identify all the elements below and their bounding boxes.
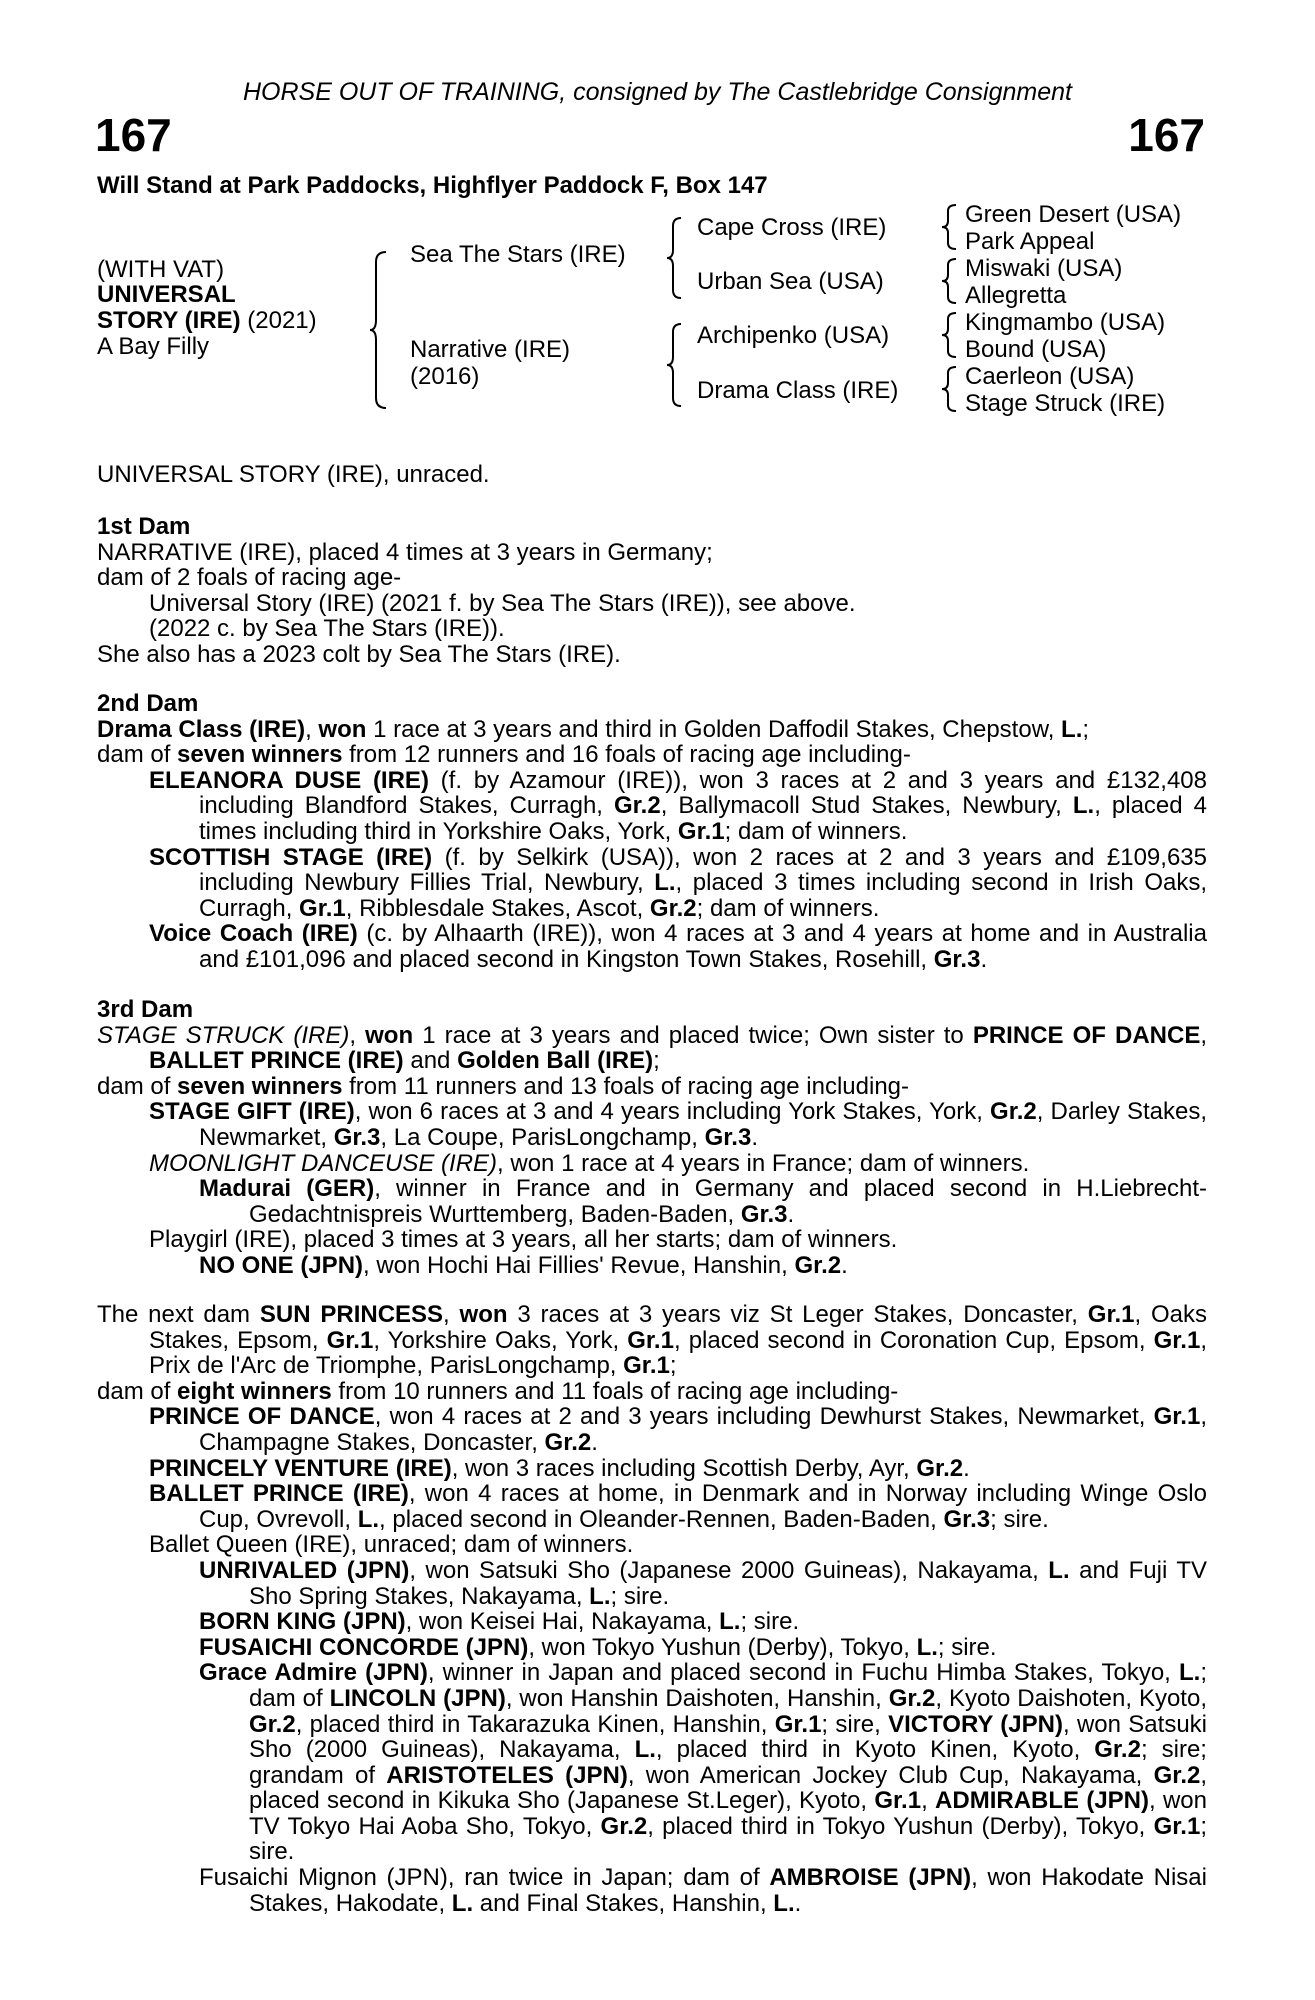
third-dam-grandprogeny-1: Madurai (GER), winner in France and in Germany and placed second in H.Liebrecht-Gedachtnispreis Wurttemberg, Baden-Baden, Gr.3. <box>199 1175 1207 1228</box>
brace-gen1-icon <box>368 250 392 410</box>
gen4-4: Allegretta <box>965 282 1067 309</box>
first-dam-section <box>97 514 1207 668</box>
first-dam-line2: dam of 2 foals of racing age- <box>97 564 402 592</box>
gen4-2: Park Appeal <box>965 228 1095 255</box>
next-dam-grandprogeny-5: Fusaichi Mignon (JPN), ran twice in Japan; dam of AMBROISE (JPN), won Hakodate Nisai Stakes, Hakodate, L. and Final Stakes, Hanshin, L.. <box>199 1864 1207 1917</box>
gen4-5: Kingmambo (USA) <box>965 309 1166 336</box>
vat-label: (WITH VAT) <box>97 256 225 283</box>
catalogue-header: HORSE OUT OF TRAINING, consigned by The Castlebridge Consignment <box>242 78 1073 106</box>
next-dam-dam-of: dam of eight winners from 10 runners and 11 foals of racing age including- <box>97 1377 899 1405</box>
next-dam-progeny-3: BALLET PRINCE (IRE), won 4 races at home, in Denmark and in Norway including Winge Oslo Cup, Ovrevoll, L., placed second in Oleander-Rennen, Baden-Baden, Gr.3; sire. <box>149 1480 1207 1533</box>
third-dam-title: 3rd Dam <box>97 996 194 1023</box>
gen3-2: Urban Sea (USA) <box>697 268 884 295</box>
brace-dam-icon <box>665 322 687 408</box>
first-dam-line3: She also has a 2023 colt by Sea The Stars (IRE). <box>97 640 621 668</box>
first-dam-foal1: Universal Story (IRE) (2021 f. by Sea The Stars (IRE)), see above. <box>149 589 856 617</box>
next-dam-section <box>97 1302 1207 1916</box>
first-dam-title: 1st Dam <box>97 513 191 540</box>
third-dam-progeny-2: MOONLIGHT DANCEUSE (IRE), won 1 race at 4 years in France; dam of winners. <box>149 1149 1030 1177</box>
first-dam-foal2: (2022 c. by Sea The Stars (IRE)). <box>149 615 505 643</box>
second-dam-progeny-3: Voice Coach (IRE) (c. by Alhaarth (IRE)), won 4 races at 3 and 4 years at home and in Australia and £101,096 and placed second in Kingston Town Stakes, Rosehill, Gr.3. <box>149 920 1207 973</box>
intro-line: UNIVERSAL STORY (IRE), unraced. <box>97 461 490 488</box>
third-dam-section <box>97 997 1207 1279</box>
brace-g3-1-icon <box>940 203 962 251</box>
gen4-8: Stage Struck (IRE) <box>965 390 1166 417</box>
second-dam-progeny-2: SCOTTISH STAGE (IRE) (f. by Selkirk (USA)), won 2 races at 2 and 3 years and £109,635 including Newbury Fillies Trial, Newbury, L., placed 3 times including second in Irish Oaks, Curragh, Gr.1, Ribblesdale Stakes, Ascot, Gr.2; dam of winners. <box>149 843 1208 922</box>
second-dam-dam-of: dam of seven winners from 12 runners and 16 foals of racing age including- <box>97 741 911 769</box>
gen4-1: Green Desert (USA) <box>965 201 1182 228</box>
brace-g3-3-icon <box>940 311 962 359</box>
lot-number-right: 167 <box>1128 109 1205 161</box>
stand-location: Will Stand at Park Paddocks, Highflyer Paddock F, Box 147 <box>97 172 768 199</box>
second-dam-intro: Drama Class (IRE), won 1 race at 3 years and third in Golden Daffodil Stakes, Chepstow, L.; <box>97 715 1090 743</box>
second-dam-title: 2nd Dam <box>97 690 199 717</box>
gen3-3: Archipenko (USA) <box>697 322 890 349</box>
horse-name-line2: STORY (IRE) (2021) <box>97 307 317 334</box>
brace-g3-4-icon <box>940 365 962 413</box>
gen3-4: Drama Class (IRE) <box>697 377 899 404</box>
dam-name: Narrative (IRE) <box>410 336 571 363</box>
horse-description: A Bay Filly <box>97 333 210 360</box>
sire-name: Sea The Stars (IRE) <box>410 241 626 268</box>
next-dam-grandprogeny-3: FUSAICHI CONCORDE (JPN), won Tokyo Yushun (Derby), Tokyo, L.; sire. <box>199 1633 997 1661</box>
next-dam-intro: The next dam SUN PRINCESS, won 3 races at 3 years viz St Leger Stakes, Doncaster, Gr.1, Oaks Stakes, Epsom, Gr.1, Yorkshire Oaks, York, Gr.1, placed second in Coronation Cup, Epsom, Gr.1, Prix de l'Arc de Triomphe, ParisLongchamp, Gr.1; <box>97 1301 1207 1380</box>
gen4-7: Caerleon (USA) <box>965 363 1135 390</box>
third-dam-progeny-3: Playgirl (IRE), placed 3 times at 3 years, all her starts; dam of winners. <box>149 1226 898 1254</box>
first-dam-line1: NARRATIVE (IRE), placed 4 times at 3 years in Germany; <box>97 538 713 566</box>
brace-sire-icon <box>665 216 687 300</box>
next-dam-grandprogeny-1: UNRIVALED (JPN), won Satsuki Sho (Japanese 2000 Guineas), Nakayama, L. and Fuji TV Sho Spring Stakes, Nakayama, L.; sire. <box>199 1556 1208 1610</box>
next-dam-progeny-1: PRINCE OF DANCE, won 4 races at 2 and 3 years including Dewhurst Stakes, Newmarket, Gr.1, Champagne Stakes, Doncaster, Gr.2. <box>149 1403 1207 1456</box>
gen3-1: Cape Cross (IRE) <box>697 214 887 241</box>
next-dam-grandprogeny-4: Grace Admire (JPN), winner in Japan and placed second in Fuchu Himba Stakes, Tokyo, L.; dam of LINCOLN (JPN), won Hanshin Daishoten, Hanshin, Gr.2, Kyoto Daishoten, Kyoto, Gr.2, placed third in Takarazuka Kinen, Hanshin, Gr.1; sire, VICTORY (JPN), won Satsuki Sho (2000 Guineas), Nakayama, L., placed third in Kyoto Kinen, Kyoto, Gr.2; sire; grandam of ARISTOTELES (JPN), won American Jockey Club Cup, Nakayama, Gr.2, placed second in Kikuka Sho (Japanese St.Leger), Kyoto, Gr.1, ADMIRABLE (JPN), won TV Tokyo Hai Aoba Sho, Tokyo, Gr.2, placed third in Tokyo Yushun (Derby), Tokyo, Gr.1; sire. <box>199 1659 1208 1866</box>
next-dam-progeny-2: PRINCELY VENTURE (IRE), won 3 races including Scottish Derby, Ayr, Gr.2. <box>149 1454 970 1482</box>
third-dam-dam-of: dam of seven winners from 11 runners and 13 foals of racing age including- <box>97 1072 910 1100</box>
third-dam-progeny-1: STAGE GIFT (IRE), won 6 races at 3 and 4 years including York Stakes, York, Gr.2, Darley Stakes, Newmarket, Gr.3, La Coupe, ParisLongchamp, Gr.3. <box>149 1098 1208 1151</box>
gen4-6: Bound (USA) <box>965 336 1107 363</box>
second-dam-section <box>97 691 1207 973</box>
next-dam-progeny-4: Ballet Queen (IRE), unraced; dam of winners. <box>149 1531 634 1559</box>
intro-section <box>97 462 1207 488</box>
lot-number-left: 167 <box>95 109 172 161</box>
next-dam-grandprogeny-2: BORN KING (JPN), won Keisei Hai, Nakayama, L.; sire. <box>199 1608 800 1636</box>
second-dam-progeny-1: ELEANORA DUSE (IRE) (f. by Azamour (IRE)), won 3 races at 2 and 3 years and £132,408 including Blandford Stakes, Curragh, Gr.2, Ballymacoll Stud Stakes, Newbury, L., placed 4 times including third in Yorkshire Oaks, York, Gr.1; dam of winners. <box>149 766 1207 845</box>
third-dam-grandprogeny-2: NO ONE (JPN), won Hochi Hai Fillies' Revue, Hanshin, Gr.2. <box>199 1251 848 1279</box>
third-dam-intro: STAGE STRUCK (IRE), won 1 race at 3 years and placed twice; Own sister to PRINCE OF DANCE, BALLET PRINCE (IRE) and Golden Ball (IRE); <box>97 1021 1207 1075</box>
horse-name-line1: UNIVERSAL <box>97 281 236 308</box>
gen4-3: Miswaki (USA) <box>965 255 1123 282</box>
brace-g3-2-icon <box>940 257 962 305</box>
dam-year: (2016) <box>410 363 480 390</box>
